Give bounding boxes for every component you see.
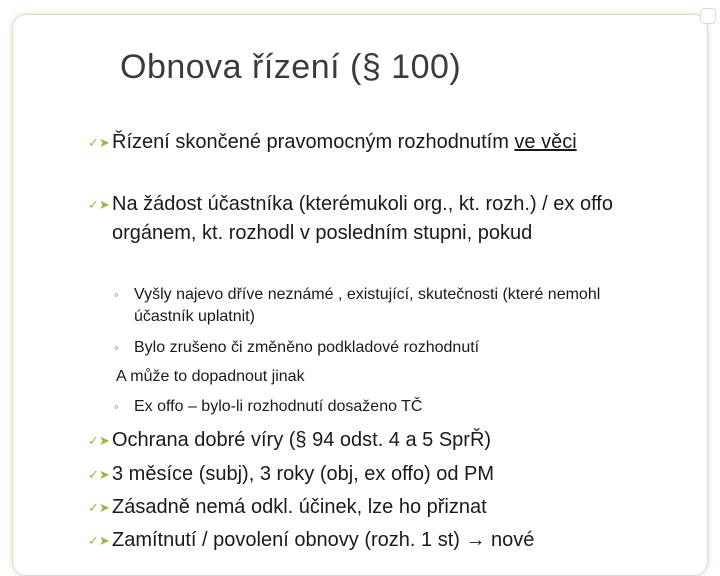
checkmark-arrow-icon: ✓➤: [88, 500, 110, 515]
sub-item: [114, 396, 634, 418]
bullet-item: [88, 190, 658, 248]
circle-bullet-icon: ◦: [114, 399, 119, 414]
plain-line: A může to dopadnout jinak: [116, 368, 305, 385]
sub-item: [114, 284, 634, 328]
bullet-text: Zásadně nemá odkl. účinek, lze ho přiznat: [112, 496, 487, 518]
bullet-text: 3 měsíce (subj), 3 roky (obj, ex offo) od PM: [112, 463, 495, 485]
bullet-text: Zamítnutí / povolení obnovy (rozh. 1 st) → nové: [112, 529, 535, 551]
checkmark-arrow-icon: ✓➤: [88, 533, 110, 548]
sub-item-text: Bylo zrušeno či změněno podkladové rozhodnutí: [134, 339, 480, 356]
sub-item-text: Ex offo – bylo-li rozhodnutí dosaženo TČ: [134, 398, 423, 415]
checkmark-arrow-icon: ✓➤: [88, 467, 110, 482]
sub-item-text: Vyšly najevo dříve neznámé , existující, skutečnosti (které nemohl účastník uplatnit): [134, 286, 601, 325]
slide-corner-decoration: [700, 8, 716, 24]
sub-item: [114, 337, 634, 359]
bullet-text: Na žádost účastníka (kterémukoli org., kt. rozh.) / ex offo orgánem, kt. rozhodl v posledním stupni, pokud: [112, 193, 613, 244]
bullet-item: [88, 128, 658, 157]
bullet-text-underlined: ve věci: [514, 131, 577, 153]
checkmark-arrow-icon: ✓➤: [88, 197, 110, 212]
circle-bullet-icon: ◦: [114, 287, 119, 302]
checkmark-arrow-icon: ✓➤: [88, 433, 110, 448]
bullet-item: [88, 526, 658, 555]
bullet-item: [88, 460, 658, 489]
circle-bullet-icon: ◦: [114, 340, 119, 355]
slide-title: Obnova řízení (§ 100): [120, 48, 462, 86]
checkmark-arrow-icon: ✓➤: [88, 135, 110, 150]
bullet-item: [88, 426, 658, 455]
bullet-text: Ochrana dobré víry (§ 94 odst. 4 a 5 SprŘ): [112, 429, 492, 451]
bullet-item: [88, 493, 658, 522]
bullet-text: Řízení skončené pravomocným rozhodnutím: [112, 131, 515, 153]
